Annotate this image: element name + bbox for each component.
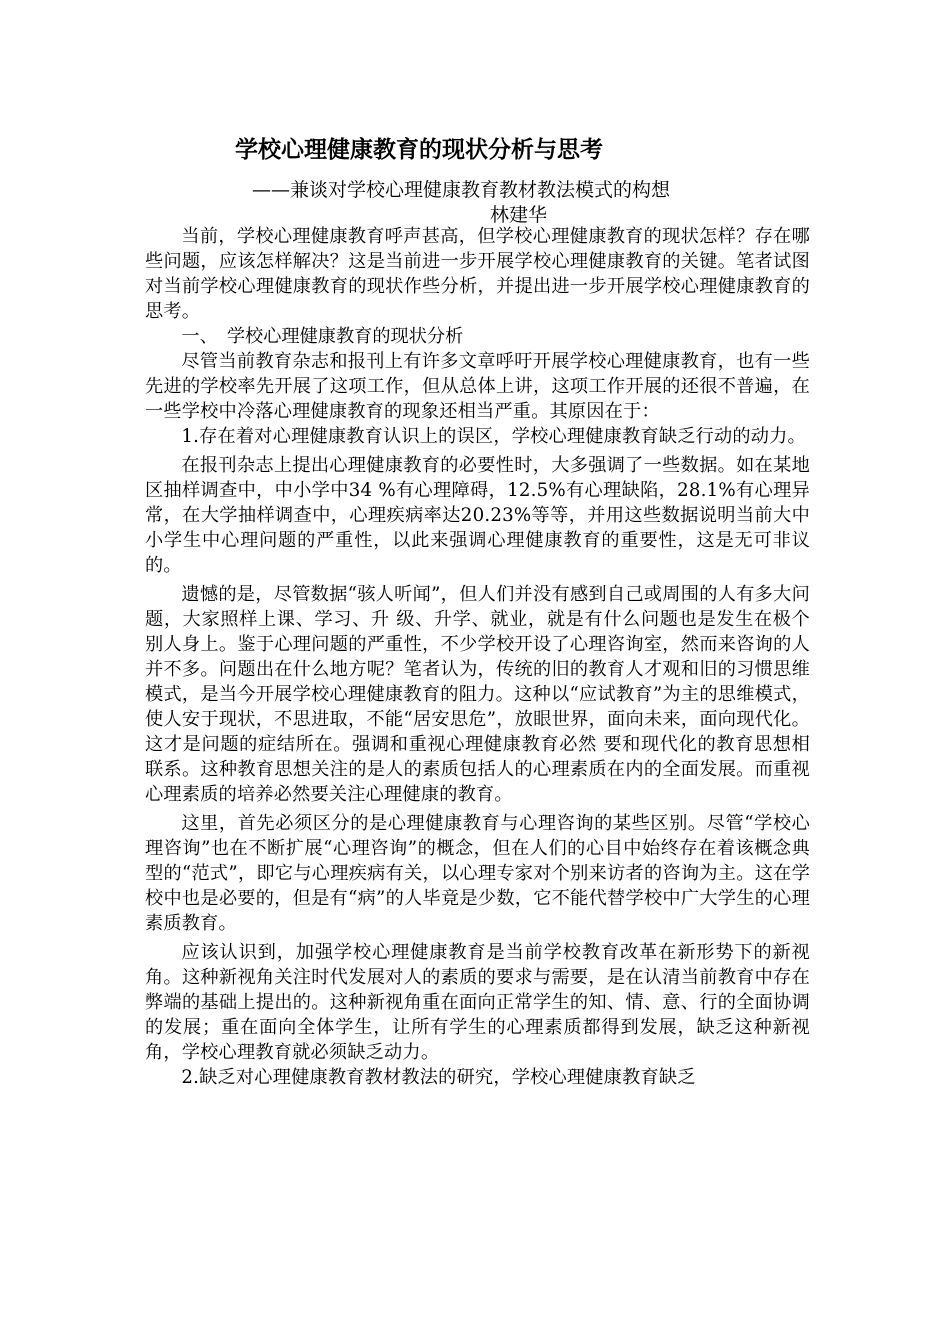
paragraph: 在报刊杂志上提出心理健康教育的必要性时，大多强调了一些数据。如在某地区抽样调查中，中小学中34 %有心理障碍，12.5%有心理缺陷，28.1%有心理异常，在大学抽样调查中，心理疾病率达20.23%等等，并用这些数据说明当前大中小学生中心理问题的严重性，以此来强调心理健康教育的重要性，这是无可非议的。 xyxy=(145,455,810,576)
numbered-point: 1.存在着对心理健康教育认识上的误区，学校心理健康教育缺乏行动的动力。 xyxy=(181,426,806,447)
document-author: 林建华 xyxy=(490,204,548,226)
paragraph: 应该认识到，加强学校心理健康教育是当前学校教育改革在新形势下的新视角。这种新视角关注时代发展对人的素质的要求与需要，是在认清当前教育中存在弊端的基础上提出的。这种新视角重在面向正常学生的知、情、意、行的全面协调的发展；重在面向全体学生，让所有学生的心理素质都得到发展，缺乏这种新视角，学校心理教育就必须缺乏动力。 xyxy=(145,942,810,1063)
document-body xyxy=(145,224,810,1090)
paragraph: 遗憾的是，尽管数据“骇人听闻”，但人们并没有感到自己或周围的人有多大问题，大家照样上课、学习、升 级、升学、就业，就是有什么问题也是发生在极个别人身上。鉴于心理问题的严重性，不少学校开设了心理咨询室，然而来咨询的人并不多。问题出在什么地方呢？笔者认为，传统的旧的教育人才观和旧的习惯思维模式，是当今开展学校心理健康教育的阻力。这种以“应试教育”为主的思维模式，使人安于现状，不思进取，不能“居安思危”，放眼世界，面向未来，面向现代化。这才是问题的症结所在。强调和重视心理健康教育必然 要和现代化的教育思想相联系。这种教育思想关注的是人的素质包括人的心理素质在内的全面发展。而重视心理素质的培养必然要关注心理健康的教育。 xyxy=(145,584,810,805)
paragraph-intro: 当前，学校心理健康教育呼声甚高，但学校心理健康教育的现状怎样？存在哪些问题，应该怎样解决？这是当前进一步开展学校心理健康教育的关键。笔者试图对当前学校心理健康教育的现状作些分析，并提出进一步开展学校心理健康教育的思考。 xyxy=(145,226,810,322)
section-heading: 一、 学校心理健康教育的现状分析 xyxy=(181,326,464,347)
paragraph: 这里，首先必须区分的是心理健康教育与心理咨询的某些区别。尽管“学校心理咨询”也在不断扩展“心理咨询”的概念，但在人们的心目中始终存在着该概念典型的“范式”，即它与心理疾病有关，以心理专家对个别来访者的咨询为主。这在学校中也是必要的，但是有“病”的人毕竟是少数，它不能代替学校中广大学生的心理素质教育。 xyxy=(145,813,810,934)
document-title: 学校心理健康教育的现状分析与思考 xyxy=(235,136,603,163)
numbered-point: 2.缺乏对心理健康教育教材教法的研究，学校心理健康教育缺乏 xyxy=(181,1067,696,1088)
paragraph: 尽管当前教育杂志和报刊上有许多文章呼吁开展学校心理健康教育，也有一些先进的学校率先开展了这项工作，但从总体上讲，这项工作开展的还很不普遍，在一些学校中冷落心理健康教育的现象还相当严重。其原因在于： xyxy=(145,351,810,422)
document-subtitle: ——兼谈对学校心理健康教育教材教法模式的构想 xyxy=(252,179,671,201)
